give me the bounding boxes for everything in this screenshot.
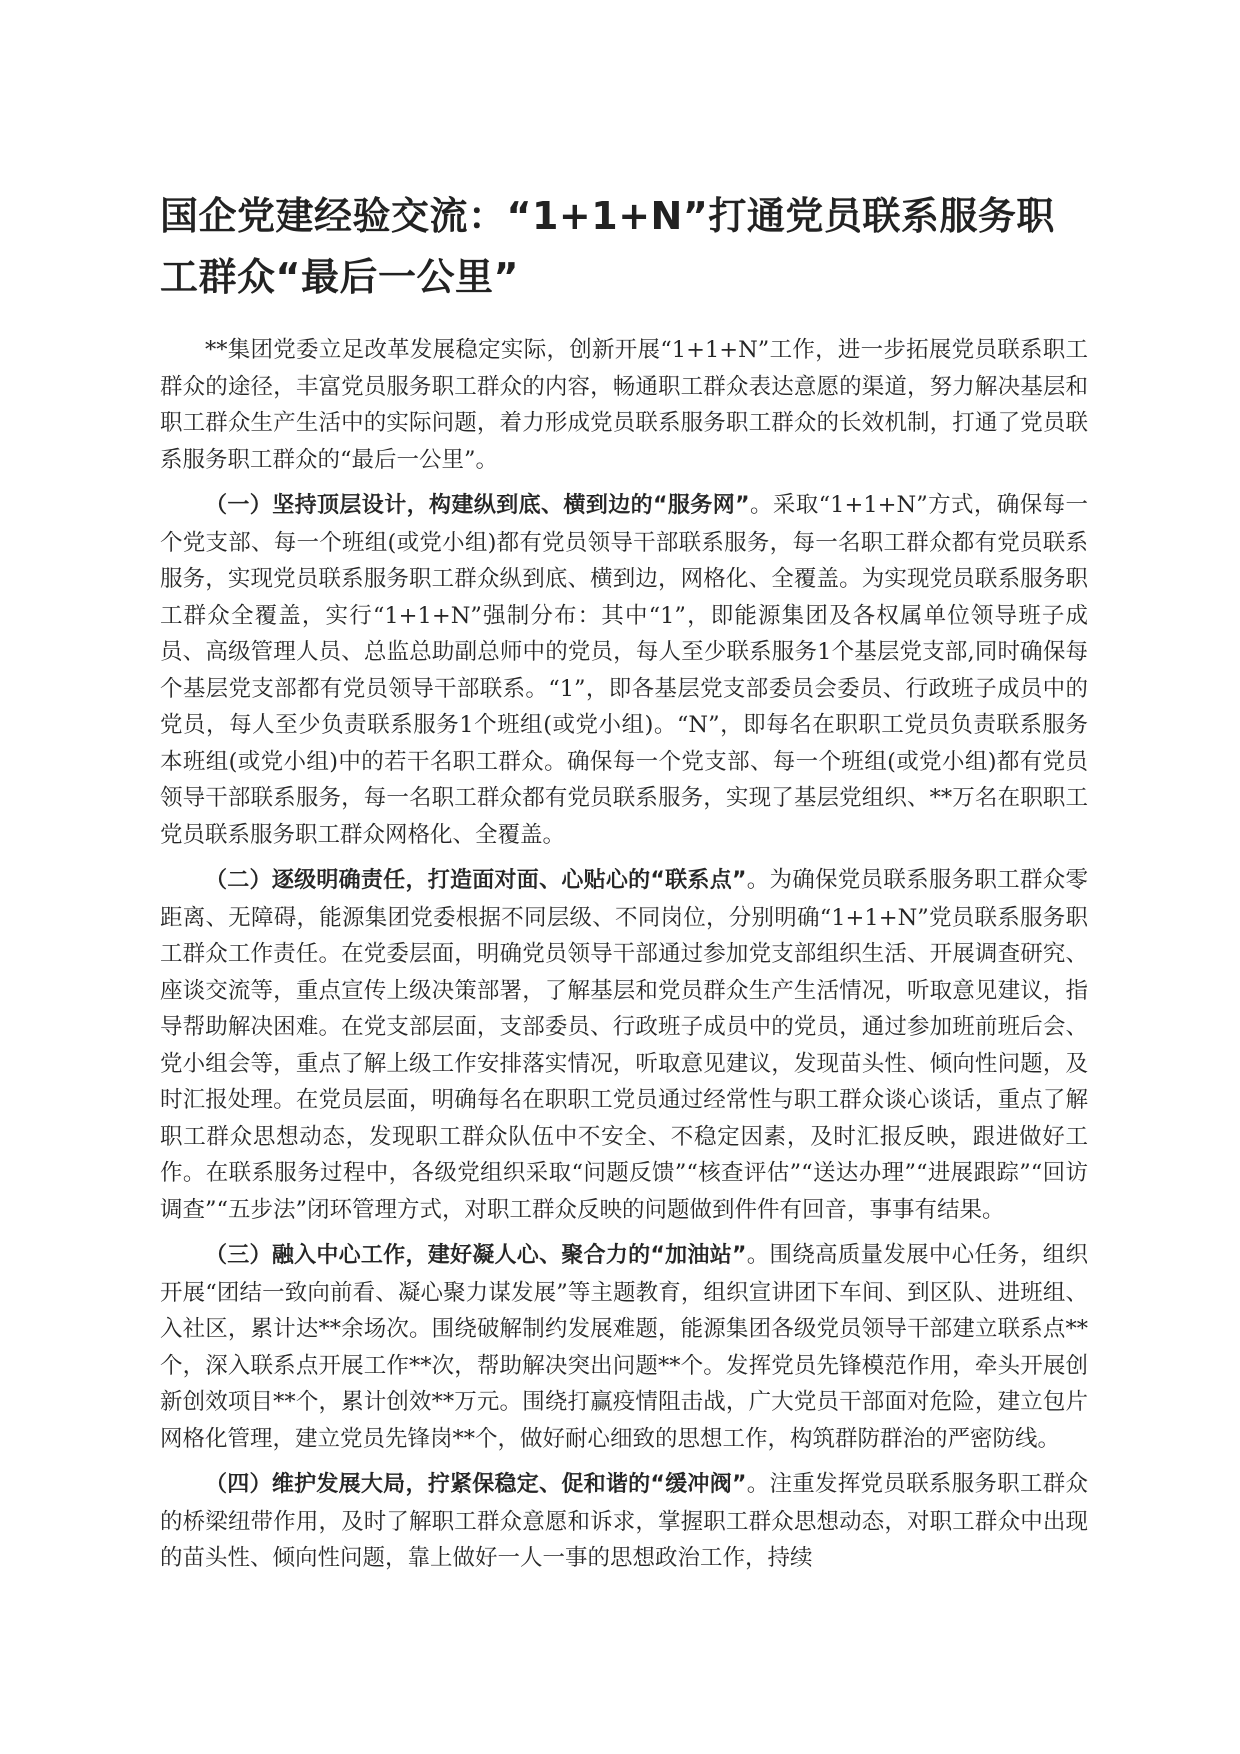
section-heading-1: （一）坚持顶层设计，构建纵到底、横到边的“服务网” <box>205 493 750 518</box>
document-body <box>160 332 1088 1586</box>
intro-paragraph: **集团党委立足改革发展稳定实际，创新开展“1+1+N”工作，进一步拓展党员联系职工群众的途径，丰富党员服务职工群众的内容，畅通职工群众表达意愿的渠道，努力解决基层和职工群众生产生活中的实际问题，着力形成党员联系服务职工群众的长效机制，打通了党员联系服务职工群众的“最后一公里”。 <box>160 337 1088 473</box>
section-paragraph-2 <box>160 862 1088 1228</box>
document-title: 国企党建经验交流：“1+1+N”打通党员联系服务职工群众“最后一公里” <box>160 194 1055 299</box>
section-heading-3: （三）融入中心工作，建好凝人心、聚合力的“加油站” <box>205 1243 747 1268</box>
section-text-4: 。注重发挥党员联系服务职工群众的桥梁纽带作用，及时了解职工群众意愿和诉求，掌握职工群众思想动态，对职工群众中出现的苗头性、倾向性问题，靠上做好一人一事的思想政治工作，持续 <box>160 1471 1088 1571</box>
section-text-3: 。围绕高质量发展中心任务，组织开展“团结一致向前看、凝心聚力谋发展”等主题教育，组织宣讲团下车间、到区队、进班组、入社区，累计达**余场次。围绕破解制约发展难题，能源集团各级党员领导干部建立联系点**个，深入联系点开展工作**次，帮助解决突出问题**个。发挥党员先锋模范作用，牵头开展创新创效项目**个，累计创效**万元。围绕打赢疫情阻击战，广大党员干部面对危险，建立包片网格化管理，建立党员先锋岗**个，做好耐心细致的思想工作，构筑群防群治的严密防线。 <box>160 1242 1088 1452</box>
section-heading-4: （四）维护发展大局，拧紧保稳定、促和谐的“缓冲阀” <box>205 1472 747 1497</box>
section-heading-2: （二）逐级明确责任，打造面对面、心贴心的“联系点” <box>205 868 747 893</box>
section-paragraph-1 <box>160 487 1088 853</box>
section-paragraph-4 <box>160 1466 1088 1577</box>
section-text-1: 。采取“1+1+N”方式，确保每一个党支部、每一个班组(或党小组)都有党员领导干部联系服务，每一名职工群众都有党员联系服务，实现党员联系服务职工群众纵到底、横到边，网格化、全覆盖。为实现党员联系服务职工群众全覆盖，实行“1+1+N”强制分布：其中“1”，即能源集团及各权属单位领导班子成员、高级管理人员、总监总助副总师中的党员，每人至少联系服务1个基层党支部,同时确保每个基层党支部都有党员领导干部联系。“1”，即各基层党支部委员会委员、行政班子成员中的党员，每人至少负责联系服务1个班组(或党小组)。“N”，即每名在职职工党员负责联系服务本班组(或党小组)中的若干名职工群众。确保每一个党支部、每一个班组(或党小组)都有党员领导干部联系服务，每一名职工群众都有党员联系服务，实现了基层党组织、**万名在职职工党员联系服务职工群众网格化、全覆盖。 <box>160 492 1089 848</box>
section-paragraph-3 <box>160 1237 1088 1457</box>
section-text-2: 。为确保党员联系服务职工群众零距离、无障碍，能源集团党委根据不同层级、不同岗位，分别明确“1+1+N”党员联系服务职工群众工作责任。在党委层面，明确党员领导干部通过参加党支部组织生活、开展调查研究、座谈交流等，重点宣传上级决策部署，了解基层和党员群众生产生活情况，听取意见建议，指导帮助解决困难。在党支部层面，支部委员、行政班子成员中的党员，通过参加班前班后会、党小组会等，重点了解上级工作安排落实情况，听取意见建议，发现苗头性、倾向性问题，及时汇报处理。在党员层面，明确每名在职职工党员通过经常性与职工群众谈心谈话，重点了解职工群众思想动态，发现职工群众队伍中不安全、不稳定因素，及时汇报反映，跟进做好工作。在联系服务过程中，各级党组织采取“问题反馈”“核查评估”“送达办理”“进展跟踪”“回访调查”“五步法”闭环管理方式，对职工群众反映的问题做到件件有回音，事事有结果。 <box>160 867 1088 1223</box>
